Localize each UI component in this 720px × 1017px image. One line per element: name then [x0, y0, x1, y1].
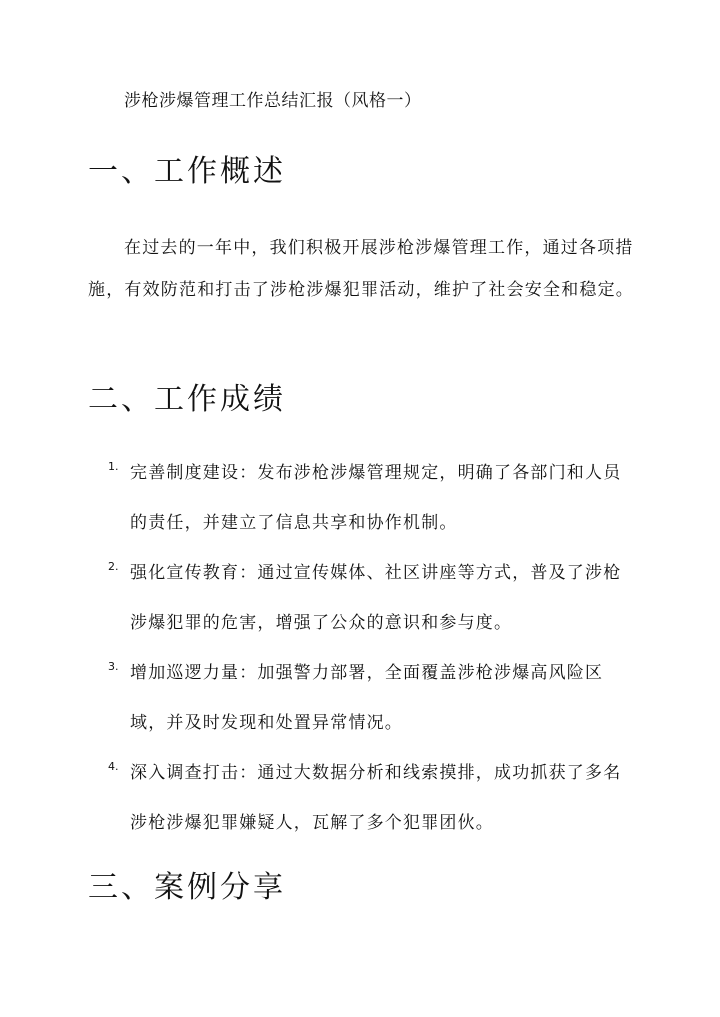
list-item-number: 1.: [108, 460, 119, 473]
list-item-number: 2.: [108, 560, 119, 573]
list-item-number: 4.: [108, 760, 119, 773]
list-item-number: 3.: [108, 660, 119, 673]
list-item-text: 增加巡逻力量：加强警力部署，全面覆盖涉枪涉爆高风险区域，并及时发现和处置异常情况。: [130, 663, 604, 733]
list-item-text: 深入调查打击：通过大数据分析和线索摸排，成功抓获了多名涉枪涉爆犯罪嫌疑人，瓦解了多个犯罪团伙。: [130, 763, 622, 833]
document-title: 涉枪涉爆管理工作总结汇报（风格一）: [124, 91, 422, 111]
section-heading-overview: 一、工作概述: [88, 154, 286, 189]
overview-paragraph: 在过去的一年中，我们积极开展涉枪涉爆管理工作，通过各项措施，有效防范和打击了涉枪涉爆犯罪活动，维护了社会安全和稳定。: [88, 238, 634, 300]
list-item-text: 强化宣传教育：通过宣传媒体、社区讲座等方式，普及了涉枪涉爆犯罪的危害，增强了公众的意识和参与度。: [130, 563, 622, 633]
section-heading-achievements: 二、工作成绩: [88, 382, 286, 417]
list-item-text: 完善制度建设：发布涉枪涉爆管理规定，明确了各部门和人员的责任，并建立了信息共享和协作机制。: [130, 463, 622, 533]
section-heading-case-sharing: 三、案例分享: [88, 870, 286, 905]
